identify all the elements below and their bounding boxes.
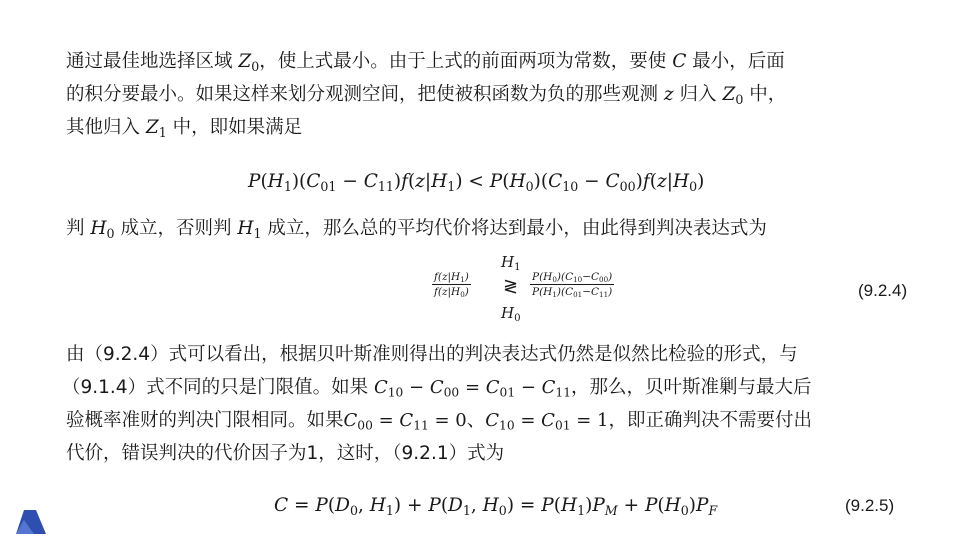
math-cost-zero: $C_{00} = C_{11} = 0$ [343,410,467,433]
equation-number-9-2-5: (9.2.5) [845,496,895,515]
paragraph-1 [66,45,926,144]
lhs-fraction: $\frac{f(z|H_1)}{f(z|H_0)}$ [434,271,469,300]
paragraph-2: 判 $H_0$ 成立，否则判 $H_1$ 成立，那么总的平均代价将达到最小，由此得到判决表达式为 [66,218,767,241]
math-H1: $H_1$ [237,218,262,241]
math-z: z [663,84,674,105]
likelihood-ratio-test [432,254,672,330]
para3-line2: （9.1.4）式不同的只是门限值。如果 $C_{10} - C_{00} = C_{01} - C_{11}$，那么，贝叶斯准剿与最大后 [62,377,812,400]
para1-line2: 的积分要最小。如果这样来划分观测空间，把使被积函数为负的那些观测 z 归入 $Z_0$ 中， [66,84,787,107]
math-threshold-condition: $C_{10} - C_{00} = C_{01} - C_{11}$ [373,377,571,400]
para1-line3: 其他归入 $Z_1$ 中，即如果满足 [66,117,303,140]
math-H0: $H_0$ [90,218,115,241]
math-C: C [672,51,687,72]
math-cost-one: $C_{10} = C_{01} = 1$ [485,410,609,433]
math-Z0-b: $Z_0$ [722,84,744,107]
average-cost-equation: $C = P(D_0$, $H_1) + P(D_1$, $H_0) = P(H_1)P_M + P(H_0)P_F$ [274,495,718,518]
rhs-fraction: $\frac{P(H_0)(C_{10}-C_{00})}{P(H_1)(C_{01}-C_{11})}$ [532,271,613,300]
decision-upper-H1: $H_1$ [501,253,521,274]
math-Z0: $Z_0$ [238,51,260,74]
paragraph-3 [62,338,926,470]
gtrless-symbol: ≷ [503,276,519,297]
inequality-equation: $P(H_1)(C_{01} - C_{11})f(z|H_1) < P(H_0)(C_{10} - C_{00})f(z|H_0)$ [248,171,705,194]
para3-line4: 代价，错误判决的代价因子为1，这时，（9.2.1）式为 [66,443,505,464]
equation-number-9-2-4: (9.2.4) [858,281,908,300]
para3-line3: 验概率准财的判决门限相同。如果$C_{00} = C_{11} = 0$、$C_{10} = C_{01} = 1$，即正确判决不需要付出 [66,410,813,433]
logo-icon [14,508,48,536]
decision-lower-H0: $H_0$ [501,304,521,325]
para1-line1: 通过最佳地选择区域 $Z_0$，使上式最小。由于上式的前面两项为常数，要使 C 最小，后面 [66,51,785,74]
math-Z1: $Z_1$ [145,117,167,140]
para3-line1: 由（9.2.4）式可以看出，根据贝叶斯准则得出的判决表达式仍然是似然比检验的形式，与 [66,344,798,365]
